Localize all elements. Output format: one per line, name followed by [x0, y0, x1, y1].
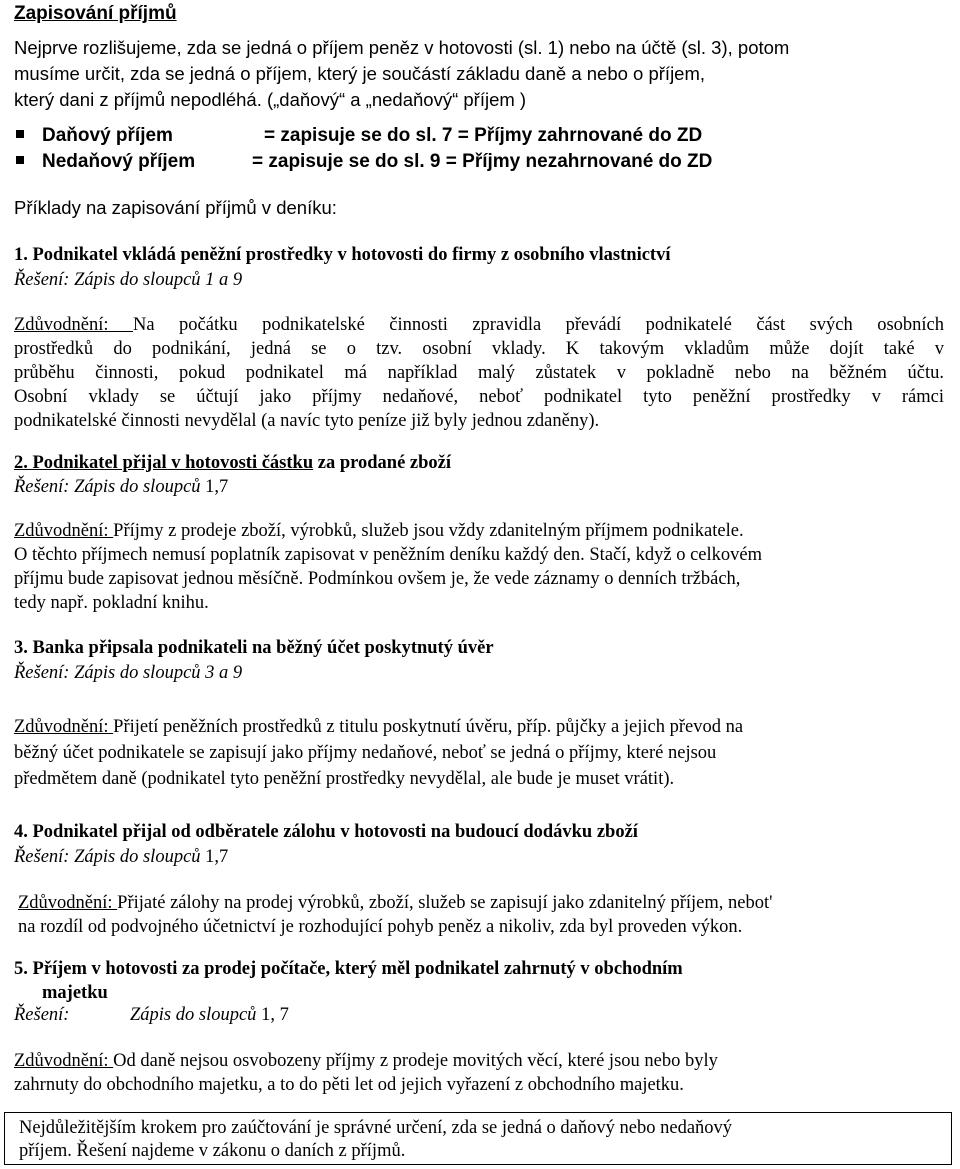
example-5-reason-line-1: [14, 1049, 718, 1073]
note-box: [4, 1112, 952, 1165]
reason-label: Zdůvodnění:: [14, 717, 114, 737]
example-3-solution: [14, 661, 242, 685]
solution-label: Řešení: Zápis do sloupců: [14, 477, 201, 497]
example-3-reason-line-1: [14, 715, 743, 739]
reason-text: Příjmy z prodeje zboží, výrobků, služeb jsou vždy zdanitelným příjmem podnikatele.: [113, 521, 744, 541]
example-1-reason-line-1: [14, 313, 944, 337]
example-5-heading-line-1: 5. Příjem v hotovosti za prodej počítače, který měl podnikatel zahrnutý v obchodním: [14, 959, 683, 979]
solution-value: 1 a 9: [200, 270, 243, 290]
example-1-reason-line-5: podnikatelské činnosti nevydělal (a navíc tyto peníze již byly jednou zdaněny).: [14, 411, 600, 431]
example-1-reason-line-3: průběhu činnosti, pokud podnikatel má například malý zůstatek v pokladně nebo na běžném účtu.: [14, 363, 944, 383]
square-bullet-icon: [16, 156, 24, 164]
example-4-reason-line-2: na rozdíl od podvojného účetnictví je rozhodující pohyb peněz a nikoliv, zda byl proveden výkon.: [18, 917, 743, 937]
square-bullet-icon: [16, 130, 24, 138]
solution-label-2: Zápis do sloupců: [130, 1005, 257, 1025]
note-line-2: příjem. Řešení najdeme v zákonu o daních z příjmů.: [19, 1141, 406, 1161]
note-line-1: Nejdůležitějším krokem pro zaúčtování je správné určení, zda se jedná o daňový nebo nedaňový: [19, 1118, 733, 1138]
example-3-reason-line-2: běžný účet podnikatele se zapisují jako příjmy nedaňové, neboť se jedná o příjmy, které nejsou: [14, 743, 717, 763]
solution-value: 3 a 9: [200, 663, 243, 683]
solution-value: 1, 7: [256, 1005, 289, 1025]
heading-part-1: 2. Podnikatel přijal v hotovosti částku: [14, 453, 314, 473]
example-2-reason-line-2: O těchto příjmech nemusí poplatník zapisovat v peněžním deníku každý den. Stačí, když o celkovém: [14, 545, 763, 565]
example-2-heading: [14, 451, 451, 475]
reason-label: Zdůvodnění:: [18, 893, 118, 913]
example-3-heading: 3. Banka připsala podnikateli na běžný účet poskytnutý úvěr: [14, 638, 494, 658]
bullet-term: Nedaňový příjem: [42, 151, 196, 172]
solution-label: Řešení: Zápis do sloupců: [14, 847, 201, 867]
example-1-heading: 1. Podnikatel vkládá peněžní prostředky v hotovosti do firmy z osobního vlastnictví: [14, 245, 671, 265]
example-4-heading: 4. Podnikatel přijal od odběratele zálohu v hotovosti na budoucí dodávku zboží: [14, 822, 638, 842]
example-2-solution: [14, 475, 228, 499]
example-5-solution: [14, 1003, 289, 1027]
intro-line-2: musíme určit, zda se jedná o příjem, který je součástí základu daně a nebo o příjem,: [14, 63, 706, 84]
bullet-term: Daňový příjem: [42, 125, 173, 146]
intro-line-1: Nejprve rozlišujeme, zda se jedná o příjem peněz v hotovosti (sl. 1) nebo na účtě (sl. 3), potom: [14, 37, 790, 58]
bullet-item-danovy: [14, 124, 702, 148]
example-2-reason-line-4: tedy např. pokladní knihu.: [14, 593, 209, 613]
example-3-reason-line-3: předmětem daně (podnikatel tyto peněžní prostředky nevydělal, ale bude je muset vrátit).: [14, 769, 675, 789]
solution-value: 1,7: [200, 847, 229, 867]
bullet-item-nedanovy: [14, 150, 712, 174]
reason-label: Zdůvodnění:: [14, 315, 134, 335]
reason-text: Na počátku podnikatelské činnosti zpravidla převádí podnikatelé část svých osobních: [133, 315, 944, 335]
bullet-rule: = zapisuje se do sl. 7 = Příjmy zahrnované do ZD: [264, 125, 703, 146]
reason-label: Zdůvodnění:: [14, 1051, 114, 1071]
solution-label: Řešení: Zápis do sloupců: [14, 270, 201, 290]
reason-text: Od daně nejsou osvobozeny příjmy z prodeje movitých věcí, které jsou nebo byly: [113, 1051, 718, 1071]
example-1-reason-line-4: Osobní vklady se účtují jako příjmy nedaňové, neboť podnikatel tyto peněžní prostředky v rámci: [14, 387, 944, 407]
reason-label: Zdůvodnění:: [14, 521, 114, 541]
heading-part-2: za prodané zboží: [313, 453, 452, 473]
example-4-solution: [14, 845, 228, 869]
examples-heading: Příklady na zapisování příjmů v deníku:: [14, 197, 337, 218]
example-2-reason-line-1: [14, 519, 744, 543]
example-5-reason-line-2: zahrnuty do obchodního majetku, a to do pěti let od jejich vyřazení z obchodního majetku.: [14, 1075, 684, 1095]
bullet-rule: = zapisuje se do sl. 9 = Příjmy nezahrnované do ZD: [252, 151, 713, 172]
page-title: Zapisování příjmů: [14, 3, 177, 24]
example-4-reason-line-1: [18, 891, 772, 915]
intro-line-3: který dani z příjmů nepodléhá. („daňový“ a „nedaňový“ příjem ): [14, 89, 527, 110]
solution-label: Řešení: Zápis do sloupců: [14, 663, 201, 683]
solution-label: Řešení:: [14, 1005, 70, 1025]
example-1-solution: [14, 268, 242, 292]
solution-value: 1,7: [200, 477, 229, 497]
example-2-reason-line-3: příjmu bude zapisovat jednou měsíčně. Podmínkou ovšem je, že vede záznamy o denních tržbách,: [14, 569, 741, 589]
example-1-reason-line-2: prostředků do podnikání, jedná se o tzv. osobní vklady. K takovým vkladům může dojít také v: [14, 339, 944, 359]
reason-text: Přijetí peněžních prostředků z titulu poskytnutí úvěru, příp. půjčky a jejich převod na: [113, 717, 744, 737]
example-5-heading-line-2: majetku: [42, 983, 108, 1003]
reason-text: Přijaté zálohy na prodej výrobků, zboží, služeb se zapisují jako zdanitelný příjem, nebot': [117, 893, 773, 913]
